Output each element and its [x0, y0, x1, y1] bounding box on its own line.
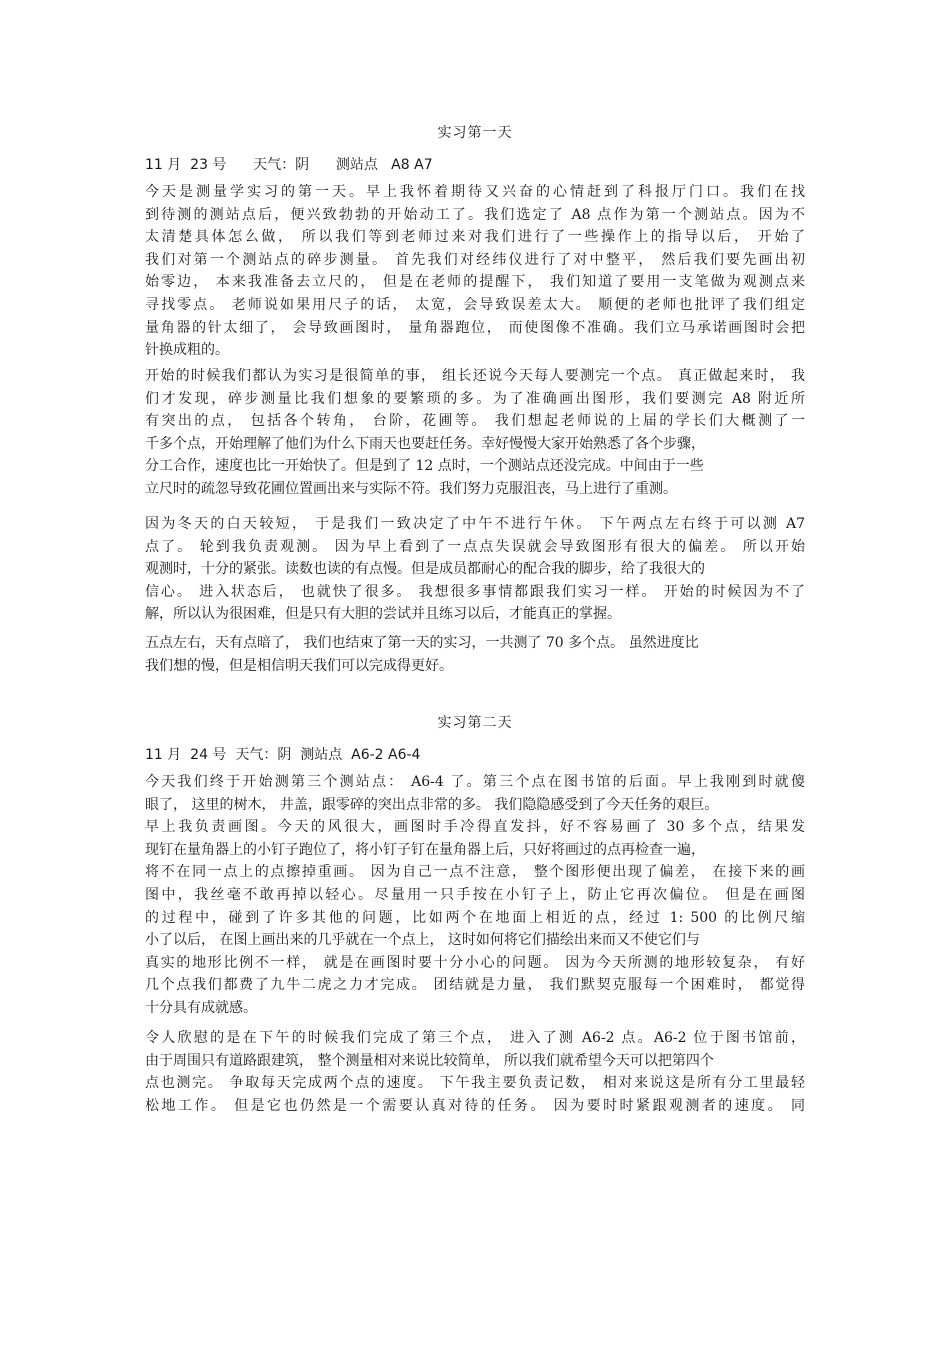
text-line: 立尺时的疏忽导致花圃位置画出来与实际不符。我们努力克服沮丧，马上进行了重测。 — [145, 480, 677, 497]
text-line: 点也测完。 争取每天完成两个点的速度。 下午我主要负责记数， 相对来说这是所有分工里最轻 — [145, 1075, 805, 1092]
paragraph — [145, 513, 805, 626]
text-line: 几个点我们都费了九牛二虎之力才完成。 团结就是力量， 我们默契克服每一个困难时， 都觉得 — [145, 977, 805, 994]
text-line: 分工合作，速度也比一开始快了。但是到了 12 点时，一个测站点还没完成。中间由于一些 — [145, 458, 704, 475]
section-meta-day2: 11 月 24 号 天气：阴 测站点 A6-2 A6-4 — [145, 747, 421, 763]
text-line: 的过程中，碰到了许多其他的问题，比如两个在地面上相近的点，经过 1: 500 的比例尺缩 — [145, 909, 805, 926]
text-line: 图中，我丝毫不敢再掉以轻心。尽量用一只手按在小钉子上，防止它再次偏位。 但是在画图 — [145, 886, 805, 903]
text-line: 我们对第一个测站点的碎步测量。 首先我们对经纬仪进行了对中整平， 然后我们要先画出初 — [145, 251, 805, 268]
text-line: 小了以后， 在图上画出来的几乎就在一个点上， 这时如何将它们描绘出来而又不使它们与 — [145, 932, 700, 949]
text-line: 们才发现，碎步测量比我们想象的要繁琐的多。为了准确画出图形，我们要测完 A8 附近所 — [145, 390, 805, 407]
text-line: 真实的地形比例不一样， 就是在画图时要十分小心的问题。 因为今天所测的地形较复杂， 有好 — [145, 954, 805, 971]
text-line: 始零边， 本来我准备去立尺的， 但是在老师的提醒下， 我们知道了要用一支笔做为观测点来 — [145, 274, 805, 291]
text-line: 千多个点，开始理解了他们为什么下雨天也要赶任务。幸好慢慢大家开始熟悉了各个步骤， — [145, 435, 705, 452]
section-meta-day1: 11 月 23 号 天气：阴 测站点 A8 A7 — [145, 157, 433, 173]
paragraph — [145, 632, 805, 677]
paragraph — [145, 181, 805, 362]
text-line: 眼了， 这里的树木， 井盖，跟零碎的突出点非常的多。 我们隐隐感受到了今天任务的艰巨。 — [145, 796, 719, 813]
text-line: 将不在同一点上的点擦掉重画。 因为自己一点不注意， 整个图形便出现了偏差， 在接下来的画 — [145, 864, 805, 881]
text-line: 针换成粗的。 — [145, 342, 229, 359]
text-line: 点了。 轮到我负责观测。 因为早上看到了一点点失误就会导致图形有很大的偏差。 所以开始 — [145, 538, 805, 555]
text-line: 观测时，十分的紧张。读数也读的有点慢。但是成员都耐心的配合我的脚步，给了我很大的 — [145, 561, 705, 578]
paragraph — [145, 771, 805, 1020]
text-line: 早上我负责画图。今天的风很大，画图时手冷得直发抖，好不容易画了 30 多个点，结果发 — [145, 819, 805, 836]
text-line: 我们想的慢，但是相信明天我们可以完成得更好。 — [145, 657, 453, 674]
text-line: 现钉在量角器上的小钉子跑位了，将小钉子钉在量角器上后，只好将画过的点再检查一遍， — [145, 841, 705, 858]
text-line: 今天我们终于开始测第三个测站点： A6-4 了。第三个点在图书馆的后面。早上我刚到时就傻 — [145, 774, 805, 790]
text-line: 寻找零点。 老师说如果用尺子的话， 太宽，会导致误差太大。 顺便的老师也批评了我们组定 — [145, 296, 805, 313]
text-line: 信心。 进入状态后， 也就快了很多。 我想很多事情都跟我们实习一样。 开始的时候因为不了 — [145, 583, 805, 600]
text-line: 开始的时候我们都认为实习是很简单的事， 组长还说今天每人要测完一个点。 真正做起来时， 我 — [145, 368, 805, 384]
text-line: 由于周围只有道路跟建筑， 整个测量相对来说比较简单， 所以我们就希望今天可以把第四个 — [145, 1052, 714, 1069]
text-line: 今天是测量学实习的第一天。早上我怀着期待又兴奋的心情赶到了科报厅门口。我们在找 — [145, 184, 805, 200]
paragraph — [145, 1027, 805, 1117]
paragraph — [145, 365, 805, 501]
text-line: 因为冬天的白天较短， 于是我们一致决定了中午不进行午休。 下午两点左右终于可以测 A7 — [145, 516, 805, 532]
text-line: 令人欣慰的是在下午的时候我们完成了第三个点， 进入了测 A6-2 点。A6-2 位于图书馆前， — [145, 1030, 805, 1046]
section-title-day2: 实习第二天 — [437, 715, 513, 731]
text-line: 太清楚具体怎么做， 所以我们等到老师过来对我们进行了一些操作上的指导以后， 开始了 — [145, 229, 805, 246]
text-line: 松地工作。 但是它也仍然是一个需要认真对待的任务。 因为要时时紧跟观测者的速度。 同 — [145, 1097, 805, 1114]
text-line: 量角器的针太细了， 会导致画图时， 量角器跑位， 而使图像不准确。我们立马承诺画图时会把 — [145, 319, 805, 336]
text-line: 十分具有成就感。 — [145, 999, 257, 1016]
text-line: 解，所以认为很困难，但是只有大胆的尝试并且练习以后，才能真正的掌握。 — [145, 606, 621, 623]
text-line: 到待测的测站点后，便兴致勃勃的开始动工了。我们选定了 A8 点作为第一个测站点。因为不 — [145, 206, 805, 223]
section-title-day1: 实习第一天 — [437, 125, 513, 141]
text-line: 有突出的点， 包括各个转角， 台阶，花圃等。 我们想起老师说的上届的学长们大概测了一 — [145, 413, 805, 430]
text-line: 五点左右，天有点暗了， 我们也结束了第一天的实习，一共测了 70 多个点。 虽然进度比 — [145, 635, 699, 651]
